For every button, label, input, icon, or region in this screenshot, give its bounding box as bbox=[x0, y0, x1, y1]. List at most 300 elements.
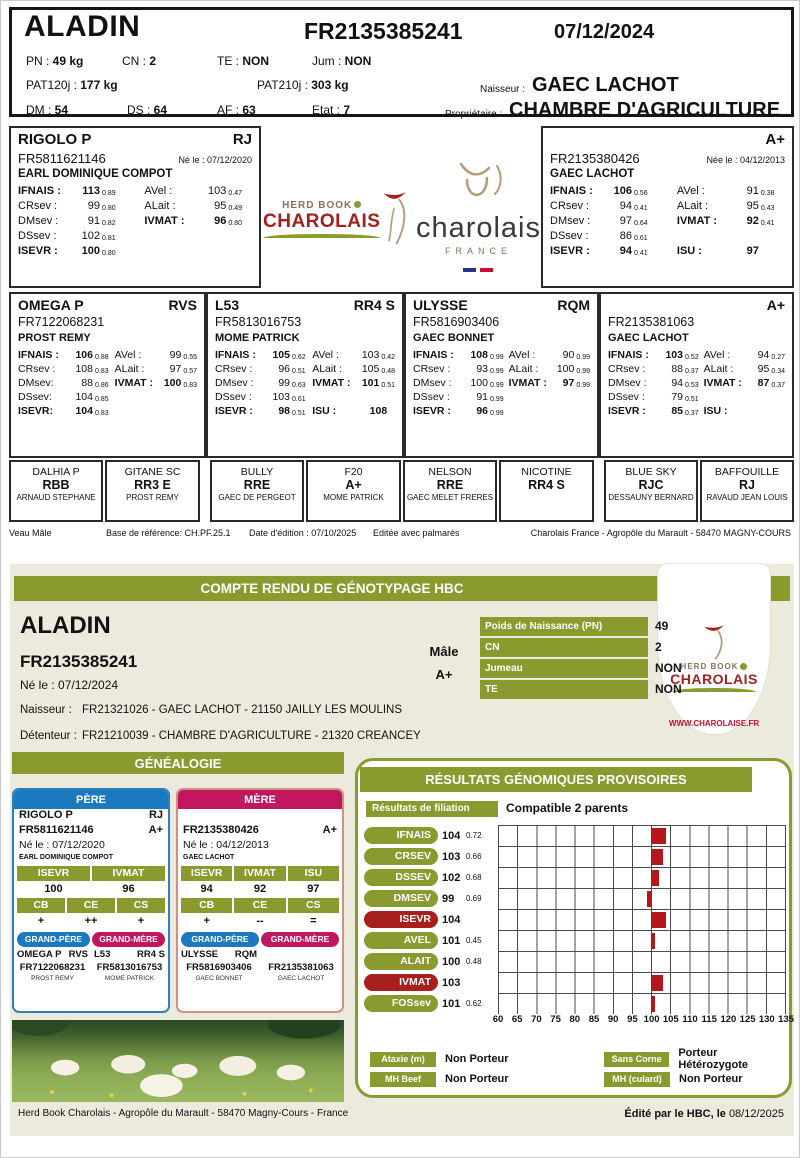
grandparent-cell bbox=[14, 949, 91, 982]
aptitude-header: CE bbox=[67, 898, 115, 913]
index-pill: IFNAIS bbox=[364, 827, 438, 844]
gene-label: MH Beef bbox=[370, 1072, 436, 1087]
animal-id: FR5816903406 bbox=[186, 962, 252, 973]
stat-line: DSsev : 79 0.51 bbox=[608, 391, 699, 403]
results-title-bar: RÉSULTATS GÉNOMIQUES PROVISOIRES bbox=[360, 767, 752, 792]
chart-row bbox=[364, 825, 786, 846]
stat-line: CRsev : 99 0.80 bbox=[18, 200, 116, 212]
stat-line: AVel : 103 0.42 bbox=[312, 349, 395, 361]
genomic-results-panel bbox=[355, 758, 792, 1098]
owner-name: GAEC LACHOT bbox=[277, 975, 325, 982]
animal-name: ALADIN bbox=[24, 10, 141, 43]
stat-line: DMsev : 97 0.64 bbox=[550, 215, 648, 227]
aptitude-value: -- bbox=[256, 915, 264, 927]
organisation-address: Charolais France - Agropôle du Marault - 58470 MAGNY-COURS bbox=[530, 528, 791, 538]
gene-status-row bbox=[370, 1069, 509, 1089]
animal-name: ALADIN bbox=[20, 612, 111, 639]
chart-bar bbox=[651, 975, 662, 991]
stat-line: DSsev: 104 0.85 bbox=[18, 391, 109, 403]
stat-line: ALait : 105 0.48 bbox=[312, 363, 395, 375]
stat-line: AVel : 94 0.27 bbox=[703, 349, 785, 361]
info-row bbox=[480, 637, 710, 657]
axis-tick-label: 90 bbox=[607, 1014, 619, 1025]
stat-line bbox=[677, 230, 785, 245]
race-code: RQM bbox=[234, 949, 257, 960]
owner-name: GAEC MELET FRERES bbox=[406, 493, 494, 502]
stat-line: CRsev : 88 0.37 bbox=[608, 363, 699, 375]
aptitude-value: + bbox=[203, 915, 210, 927]
great-grandparent-box bbox=[499, 460, 594, 522]
axis-tick-label: 95 bbox=[627, 1014, 638, 1025]
index-pill: DSSEV bbox=[364, 869, 438, 886]
gene-label: MH (culard) bbox=[604, 1072, 670, 1087]
genotype-report bbox=[10, 564, 794, 1136]
axis-tick-label: 125 bbox=[739, 1014, 756, 1025]
swoosh-underline bbox=[263, 234, 380, 238]
stat-line: ISU : 108 bbox=[312, 405, 388, 417]
chart-grid bbox=[498, 888, 786, 909]
chart-row bbox=[364, 846, 786, 867]
header-stat: DS : 64 bbox=[127, 103, 168, 117]
animal-name: L53 bbox=[215, 297, 240, 313]
birth-date: Né le : 07/12/2020 bbox=[19, 839, 105, 851]
stat-line: DSsev : 103 0.61 bbox=[215, 391, 306, 403]
pedigree-header-box bbox=[9, 7, 794, 121]
axis-tick-label: 105 bbox=[662, 1014, 679, 1025]
gene-status-row bbox=[370, 1049, 509, 1069]
naisseur-line: Naisseur : FR21321026 - GAEC LACHOT - 21150 JAILLY LES MOULINS bbox=[20, 704, 403, 716]
chart-grid bbox=[498, 993, 786, 1014]
great-grandparent-box bbox=[403, 460, 497, 522]
birth-info-table bbox=[480, 616, 710, 700]
race-code: A+ bbox=[766, 297, 785, 313]
birth-date: Né le : 04/12/2013 bbox=[183, 839, 269, 851]
race-code: RQM bbox=[557, 297, 590, 313]
race-code: A+ bbox=[765, 131, 785, 148]
animal-name: NELSON bbox=[428, 466, 472, 478]
stat-line: ALait : 97 0.57 bbox=[114, 363, 197, 375]
axis-tick-label: 115 bbox=[701, 1014, 717, 1025]
owner-name: ARNAUD STEPHANE bbox=[16, 493, 96, 502]
aptitude-header: CS bbox=[117, 898, 165, 913]
race-code: RRE bbox=[436, 478, 464, 492]
header-stat: DM : 54 bbox=[26, 103, 69, 117]
index-header: IVMAT bbox=[92, 866, 165, 881]
index-cd: 0.45 bbox=[466, 936, 498, 945]
stat-line: IFNAIS : 106 0.88 bbox=[18, 349, 109, 361]
stat-line: DMsev : 99 0.63 bbox=[215, 377, 306, 389]
chart-row bbox=[364, 972, 786, 993]
chart-grid bbox=[498, 951, 786, 972]
stat-line: IVMAT : 101 0.51 bbox=[312, 377, 395, 389]
stat-line: ISEVR : 98 0.51 bbox=[215, 405, 306, 417]
animal-id: FR5816903406 bbox=[413, 315, 500, 329]
birth-date: Née le : 04/12/2013 bbox=[706, 155, 785, 165]
charolais-france-logo: charolais FRANCE bbox=[416, 160, 541, 277]
chart-bar bbox=[651, 870, 659, 886]
animal-name: ULYSSE bbox=[413, 297, 468, 313]
stat-line: CRsev : 93 0.99 bbox=[413, 363, 504, 375]
chart-grid bbox=[498, 972, 786, 993]
stat-line: AVel : 91 0.38 bbox=[676, 185, 775, 197]
stat-line: ISU : 97 bbox=[676, 245, 759, 257]
axis-tick-label: 70 bbox=[531, 1014, 542, 1025]
animal-name: L53 bbox=[94, 949, 111, 960]
reference-base: Base de référence: CH.PF.25.1 bbox=[106, 528, 231, 538]
info-row bbox=[480, 658, 710, 678]
animal-name: ULYSSE bbox=[181, 949, 219, 960]
axis-tick-label: 100 bbox=[643, 1014, 660, 1025]
owner-name: PROST REMY bbox=[18, 332, 91, 344]
great-grandparent-box bbox=[306, 460, 401, 522]
chart-row bbox=[364, 888, 786, 909]
animal-name: DALHIA P bbox=[32, 466, 80, 478]
olive-dot-icon bbox=[740, 663, 747, 670]
stat-line: DMsev: 88 0.86 bbox=[18, 377, 109, 389]
chart-axis bbox=[492, 1014, 794, 1028]
grandparent-box bbox=[9, 292, 206, 458]
axis-tick-label: 110 bbox=[682, 1014, 698, 1025]
birth-date: 07/12/2024 bbox=[554, 21, 655, 43]
grandpere-tab: GRAND-PÈRE bbox=[181, 932, 259, 947]
detenteur-line: Détenteur : FR21210039 - CHAMBRE D'AGRICULTURE - 21320 CREANCEY bbox=[20, 730, 421, 742]
edition-date: Date d'édition : 07/10/2025 bbox=[249, 528, 357, 538]
dam-card bbox=[176, 788, 344, 1013]
aptitude-header: CE bbox=[234, 898, 285, 913]
sire-box bbox=[9, 126, 261, 288]
axis-tick-label: 80 bbox=[569, 1014, 581, 1025]
cow-silhouette-icon bbox=[380, 169, 409, 269]
race-code: RJC bbox=[638, 478, 664, 492]
index-pill: IVMAT bbox=[364, 974, 438, 991]
index-value: 101 bbox=[438, 998, 466, 1010]
stat-line: CRsev : 94 0.41 bbox=[550, 200, 648, 212]
index-pill: CRSEV bbox=[364, 848, 438, 865]
animal-name: OMEGA P bbox=[18, 297, 84, 313]
gene-status-row bbox=[604, 1049, 789, 1069]
great-grandparent-box bbox=[700, 460, 794, 522]
info-value: 49 bbox=[655, 619, 669, 633]
chart-grid bbox=[498, 846, 786, 867]
grandparent-cell bbox=[91, 949, 168, 982]
animal-id: FR5811621146 bbox=[18, 151, 106, 166]
gene-status-left bbox=[370, 1049, 509, 1089]
stat-line: ISEVR : 96 0.99 bbox=[413, 405, 504, 417]
stat-line: CRsev : 96 0.51 bbox=[215, 363, 306, 375]
info-row bbox=[480, 616, 710, 636]
website-link[interactable]: WWW.CHAROLAISE.FR bbox=[668, 719, 760, 728]
animal-name: BAFFOUILLE bbox=[714, 466, 780, 478]
stat-line: ISU : bbox=[703, 405, 728, 417]
chart-row bbox=[364, 993, 786, 1014]
stat-line: ALait : 95 0.49 bbox=[144, 200, 242, 212]
gene-value: Porteur Hétérozygote bbox=[678, 1047, 748, 1071]
index-cd: 0.62 bbox=[466, 999, 498, 1008]
header-stat: Jum : NON bbox=[312, 54, 372, 68]
gene-status-row bbox=[604, 1069, 789, 1089]
animal-id: FR2135385241 bbox=[20, 652, 138, 671]
chart-row bbox=[364, 909, 786, 930]
index-header: IVMAT bbox=[234, 866, 285, 881]
card-header: PÈRE bbox=[14, 790, 168, 809]
gene-status-right bbox=[604, 1049, 789, 1089]
stat-line: IFNAIS : 106 0.56 bbox=[550, 185, 648, 197]
index-value: 104 bbox=[438, 914, 466, 926]
stat-line bbox=[312, 391, 395, 405]
animal-id: FR5813016753 bbox=[96, 962, 163, 973]
index-cd: 0.69 bbox=[466, 894, 498, 903]
genomic-index-chart bbox=[364, 825, 794, 1028]
owner-name: MOME PATRICK bbox=[104, 975, 155, 982]
index-value: 100 bbox=[438, 956, 466, 968]
chart-bar bbox=[651, 933, 655, 949]
gene-value: Non Porteur bbox=[445, 1053, 509, 1065]
info-row bbox=[480, 679, 710, 699]
owner-name: DESSAUNY BERNARD bbox=[608, 493, 694, 502]
grade-label: A+ bbox=[148, 824, 163, 836]
header-stat: AF : 63 bbox=[217, 103, 256, 117]
grandparent-box bbox=[599, 292, 794, 458]
stat-line: IVMAT : 96 0.80 bbox=[144, 215, 242, 227]
cattle-pasture-photo bbox=[12, 1020, 344, 1102]
naisseur-value: GAEC LACHOT bbox=[532, 74, 679, 96]
race-code: RJ bbox=[232, 131, 252, 148]
index-cd: 0.72 bbox=[466, 831, 498, 840]
header-stat: TE : NON bbox=[217, 54, 270, 68]
gene-label: Sans Corne bbox=[604, 1052, 669, 1067]
header-stat: PAT120j : 177 kg bbox=[26, 78, 118, 92]
stat-line: IVMAT : 92 0.41 bbox=[676, 215, 775, 227]
owner-name: GAEC BONNET bbox=[195, 975, 243, 982]
index-header: ISU bbox=[288, 866, 339, 881]
animal-name: OMEGA P bbox=[17, 949, 62, 960]
race-code: RVS bbox=[168, 297, 197, 313]
chart-grid bbox=[498, 825, 786, 846]
filiation-label: Résultats de filiation bbox=[366, 801, 498, 817]
chart-bar bbox=[651, 996, 655, 1012]
stat-line bbox=[704, 391, 785, 405]
stat-line: ISEVR : 85 0.37 bbox=[608, 405, 699, 417]
proprietaire-label: Propriétaire : bbox=[445, 109, 503, 120]
aptitude-value: ++ bbox=[84, 915, 98, 927]
owner-name: MOME PATRICK bbox=[323, 493, 384, 502]
sex-note: Veau Mâle bbox=[9, 528, 52, 538]
animal-name: BULLY bbox=[240, 466, 274, 478]
race-code: RR4 S bbox=[528, 478, 565, 492]
owner-name: EARL DOMINIQUE COMPOT bbox=[19, 854, 113, 861]
axis-tick-label: 130 bbox=[758, 1014, 775, 1025]
stat-line: AVel : 99 0.55 bbox=[114, 349, 197, 361]
chart-bar bbox=[651, 849, 662, 865]
chart-grid bbox=[498, 909, 786, 930]
grandmere-tab: GRAND-MÈRE bbox=[261, 932, 339, 947]
stat-line: DMsev : 100 0.99 bbox=[413, 377, 504, 389]
index-cd: 0.48 bbox=[466, 957, 498, 966]
stat-line: ISEVR : 100 0.80 bbox=[18, 245, 116, 257]
chart-grid bbox=[498, 867, 786, 888]
dam-box bbox=[541, 126, 794, 288]
animal-id: FR2135385241 bbox=[304, 18, 463, 44]
index-cd: 0.68 bbox=[466, 873, 498, 882]
animal-name: BLUE SKY bbox=[625, 466, 677, 478]
info-value: NON bbox=[655, 682, 682, 696]
olive-dot-icon bbox=[354, 201, 361, 208]
great-grandparent-box bbox=[105, 460, 200, 522]
index-value: 104 bbox=[438, 830, 466, 842]
index-value: 97 bbox=[307, 883, 320, 895]
grandmere-tab: GRAND-MÈRE bbox=[92, 932, 165, 947]
stat-line: IVMAT : 87 0.37 bbox=[703, 377, 785, 389]
great-grandparent-box bbox=[9, 460, 103, 522]
index-value: 96 bbox=[122, 883, 135, 895]
index-pill: ALAIT bbox=[364, 953, 438, 970]
owner-name: GAEC DE PERGEOT bbox=[218, 493, 296, 502]
filiation-value: Compatible 2 parents bbox=[506, 801, 629, 815]
aptitude-value: + bbox=[37, 915, 45, 927]
index-pill: FOSsev bbox=[364, 995, 438, 1012]
owner-name: GAEC BONNET bbox=[413, 332, 495, 344]
sex-label: Mâle bbox=[429, 644, 459, 659]
chart-bar bbox=[651, 828, 666, 844]
grandpere-tab: GRAND-PÈRE bbox=[17, 932, 90, 947]
chart-bar bbox=[647, 891, 651, 907]
animal-id: FR5813016753 bbox=[215, 315, 302, 329]
card-header: MÈRE bbox=[178, 790, 342, 809]
owner-name: GAEC LACHOT bbox=[550, 168, 635, 180]
aptitude-value: = bbox=[310, 915, 317, 927]
great-grandparent-box bbox=[210, 460, 304, 522]
sire-card bbox=[12, 788, 170, 1013]
race-code: RJ bbox=[148, 809, 163, 821]
animal-name: RIGOLO P bbox=[19, 809, 73, 821]
animal-id: FR5811621146 bbox=[19, 824, 94, 836]
index-value: 101 bbox=[438, 935, 466, 947]
stat-line: DMsev : 91 0.82 bbox=[18, 215, 116, 227]
race-code: A+ bbox=[345, 478, 362, 492]
grandparent-cell bbox=[260, 949, 342, 982]
info-label: Poids de Naissance (PN) bbox=[480, 617, 648, 636]
axis-tick-label: 135 bbox=[778, 1014, 794, 1025]
index-value: 103 bbox=[438, 851, 466, 863]
animal-name: NICOTINE bbox=[521, 466, 572, 478]
animal-id: FR2135380426 bbox=[550, 151, 640, 166]
stat-line: IFNAIS : 108 0.99 bbox=[413, 349, 504, 361]
grandparent-box bbox=[404, 292, 599, 458]
palmares-note: Editée avec palmarès bbox=[373, 528, 460, 538]
stat-line: IFNAIS : 105 0.62 bbox=[215, 349, 306, 361]
index-pill: AVEL bbox=[364, 932, 438, 949]
herdbook-logo-card: HERD BOOK CHAROLAIS WWW.CHAROLAISE.FR bbox=[658, 564, 770, 734]
cow-outline-icon bbox=[443, 160, 513, 212]
stat-line: ISEVR : 94 0.41 bbox=[550, 245, 648, 257]
birth-date: Né le : 07/12/2024 bbox=[20, 678, 119, 692]
axis-tick-label: 60 bbox=[492, 1014, 504, 1025]
axis-tick-label: 65 bbox=[511, 1014, 523, 1025]
report-footer-address: Herd Book Charolais - Agropôle du Marault - 58470 Magny-Cours - France bbox=[18, 1108, 349, 1119]
race-code: RRE bbox=[243, 478, 271, 492]
stat-line: DSsev : 102 0.81 bbox=[18, 230, 116, 242]
info-value: NON bbox=[655, 661, 682, 675]
chart-row bbox=[364, 930, 786, 951]
stat-line: DSsev : 91 0.99 bbox=[413, 391, 504, 403]
animal-id: FR2135381063 bbox=[268, 962, 334, 973]
info-label: CN bbox=[480, 638, 648, 657]
index-cd: 0.66 bbox=[466, 852, 498, 861]
stat-line: CRsev : 108 0.83 bbox=[18, 363, 109, 375]
report-title-bar: COMPTE RENDU DE GÉNOTYPAGE HBC bbox=[14, 576, 790, 601]
animal-id: FR7122068231 bbox=[19, 962, 86, 973]
index-value: 102 bbox=[438, 872, 466, 884]
axis-tick-label: 85 bbox=[588, 1014, 600, 1025]
stat-line: IFNAIS : 103 0.52 bbox=[608, 349, 699, 361]
edited-by-line: Édité par le HBC, le 08/12/2025 bbox=[624, 1108, 784, 1120]
header-stat: Etat : 7 bbox=[312, 103, 351, 117]
header-stat: CN : 2 bbox=[122, 54, 157, 68]
aptitude-header: CS bbox=[288, 898, 339, 913]
herdbook-logo: HERD BOOK CHAROLAIS bbox=[263, 200, 380, 238]
animal-name: GITANE SC bbox=[124, 466, 181, 478]
stat-line: ISEVR: 104 0.83 bbox=[18, 405, 109, 417]
grandparent-cell bbox=[178, 949, 260, 982]
aptitude-header: CB bbox=[17, 898, 65, 913]
race-code: RR4 S bbox=[137, 949, 165, 960]
owner-name: PROST REMY bbox=[126, 493, 179, 502]
stat-line: AVel : 90 0.99 bbox=[508, 349, 590, 361]
header-stat: PN : 49 kg bbox=[26, 54, 84, 68]
aptitude-header: CB bbox=[181, 898, 232, 913]
animal-name: RIGOLO P bbox=[18, 131, 92, 148]
race-code: RR3 E bbox=[134, 478, 171, 492]
logo-band bbox=[263, 151, 541, 286]
naisseur-label: Naisseur : bbox=[480, 84, 526, 95]
chart-grid bbox=[498, 930, 786, 951]
axis-tick-label: 120 bbox=[720, 1014, 737, 1025]
stat-line: ALait : 100 0.99 bbox=[508, 363, 590, 375]
grade-label: A+ bbox=[435, 667, 453, 682]
axis-tick-label: 75 bbox=[550, 1014, 561, 1025]
index-pill: ISEVR bbox=[364, 911, 438, 928]
index-header: ISEVR bbox=[17, 866, 90, 881]
index-value: 92 bbox=[253, 883, 267, 895]
grandparent-box bbox=[206, 292, 404, 458]
chart-row bbox=[364, 951, 786, 972]
chart-row bbox=[364, 867, 786, 888]
gene-value: Non Porteur bbox=[679, 1073, 743, 1085]
stat-line: IVMAT : 100 0.83 bbox=[114, 377, 197, 389]
stat-line: ALait : 95 0.34 bbox=[703, 363, 785, 375]
race-code: RBB bbox=[42, 478, 70, 492]
gene-label: Ataxie (m) bbox=[370, 1052, 436, 1067]
stat-line: ALait : 95 0.43 bbox=[676, 200, 775, 212]
animal-id: FR2135380426 bbox=[183, 824, 259, 836]
race-code: RJ bbox=[739, 478, 755, 492]
owner-name: EARL DOMINIQUE COMPOT bbox=[18, 168, 173, 180]
genealogy-title-bar: GÉNÉALOGIE bbox=[12, 752, 344, 774]
gene-value: Non Porteur bbox=[445, 1073, 509, 1085]
stat-line: AVel : 103 0.47 bbox=[144, 185, 242, 197]
owner-name: RAVAUD JEAN LOUIS bbox=[706, 493, 788, 502]
aptitude-value: + bbox=[137, 915, 145, 927]
index-value: 94 bbox=[200, 883, 213, 895]
animal-id: FR2135381063 bbox=[608, 315, 695, 329]
stat-line: DMsev : 94 0.53 bbox=[608, 377, 699, 389]
owner-name: GAEC LACHOT bbox=[183, 854, 235, 861]
info-label: Jumeau bbox=[480, 659, 648, 678]
header-stats-row bbox=[12, 54, 791, 72]
stat-line: IVMAT : 97 0.99 bbox=[508, 377, 590, 389]
info-value: 2 bbox=[655, 640, 662, 654]
birth-date: Né le : 07/12/2020 bbox=[178, 155, 252, 165]
